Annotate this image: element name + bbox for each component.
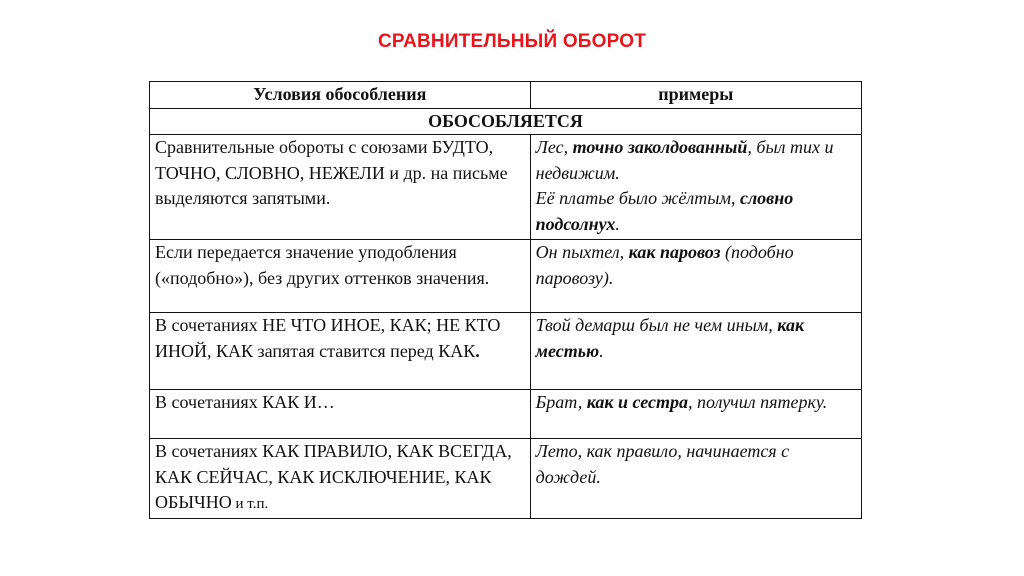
section-row (150, 108, 862, 135)
example-text: , был тих и недвижим. (535, 137, 834, 183)
example-text: Лето, как правило, начинается с дождей. (535, 441, 790, 487)
condition-period: . (475, 340, 480, 361)
example-text: Он пыхтел, (535, 242, 629, 262)
condition-cell (150, 313, 531, 390)
table-row (150, 390, 862, 439)
condition-suffix: и т.п. (231, 496, 269, 512)
table-row (150, 439, 862, 519)
condition-text: В сочетаниях НЕ ЧТО ИНОЕ, КАК; НЕ КТО ИНОЙ, КАК запятая ставится перед КАК (155, 315, 501, 361)
table-row (150, 313, 862, 390)
condition-cell (150, 439, 531, 519)
example-highlight: как и сестра (586, 392, 689, 412)
example-cell (530, 439, 861, 519)
example-highlight: точно заколдованный (572, 137, 748, 157)
example-text: Брат, (535, 392, 587, 412)
table-header-row (150, 82, 862, 109)
example-cell (530, 135, 861, 240)
header-examples: примеры (530, 82, 861, 109)
section-label: ОБОСОБЛЯЕТСЯ (150, 108, 862, 135)
example-text: , получил пятерку. (688, 392, 828, 412)
example-cell (530, 240, 861, 313)
slide-title: СРАВНИТЕЛЬНЫЙ ОБОРОТ (377, 31, 647, 52)
table-row (150, 135, 862, 240)
example-cell (530, 390, 861, 439)
example-highlight: как местью (535, 315, 805, 361)
comparison-table (149, 81, 862, 519)
condition-cell: Сравнительные обороты с союзами БУДТО, ТОЧНО, СЛОВНО, НЕЖЕЛИ и др. на письме выделяются запятыми. (150, 135, 531, 240)
example-text: . (615, 213, 620, 234)
example-text: . (599, 340, 604, 361)
example-highlight: как паровоз (628, 242, 721, 262)
example-cell (530, 313, 861, 390)
condition-cell: В сочетаниях КАК И… (150, 390, 531, 439)
header-conditions: Условия обособления (150, 82, 531, 109)
condition-text: В сочетаниях КАК ПРАВИЛО, КАК ВСЕГДА, КАК СЕЙЧАС, КАК ИСКЛЮЧЕНИЕ, КАК ОБЫЧНО (155, 441, 512, 512)
example-text: Лес, (535, 137, 573, 157)
table-row (150, 240, 862, 313)
example-text: (подобно паровозу). (535, 242, 794, 288)
example-text: Твой демарш был не чем иным, (535, 315, 778, 335)
condition-cell: Если передается значение уподобления («подобно»), без других оттенков значения. (150, 240, 531, 313)
example-highlight: словно подсолнух (535, 188, 794, 234)
example-text: Её платье было жёлтым, (535, 188, 740, 208)
